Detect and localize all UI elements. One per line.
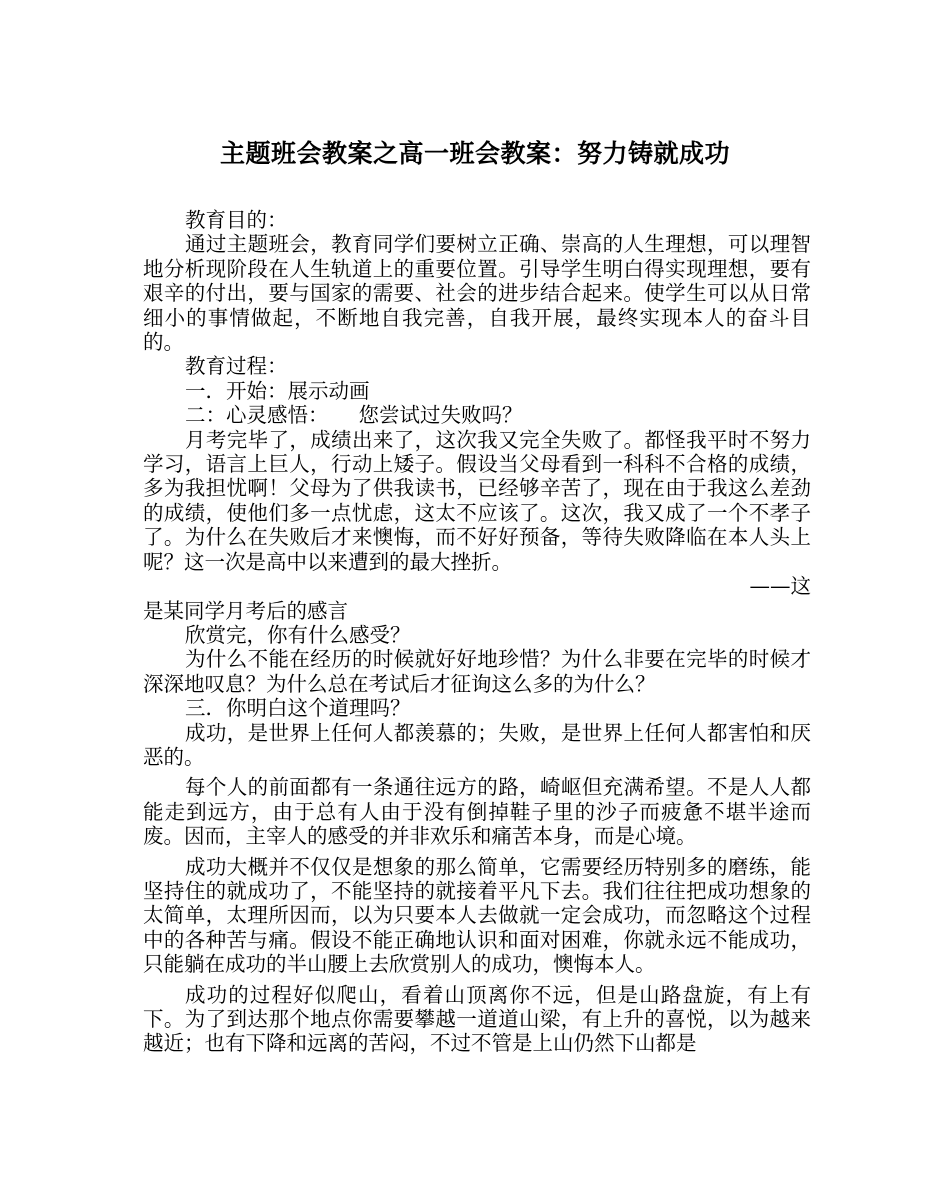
- step-three: 三．你明白这个道理吗？: [185, 696, 411, 721]
- step-two-label: 二：心灵感悟：: [185, 403, 329, 428]
- paragraph-student-reflection: 月考完毕了，成绩出来了，这次我又完全失败了。都怪我平时不努力学习，语言上巨人，行动上矮子。假设当父母看到一科科不合格的成绩，多为我担忧啊！父母为了供我读书，已经够辛苦了，现在由于我这么差劲的成绩，使他们多一点忧虑，这太不应该了。这次，我又成了一个不孝子了。为什么在失败后才来懊悔，而不好好预备，等待失败降临在本人头上呢？这一次是高中以来遭到的最大挫折。: [143, 427, 811, 574]
- paragraph-questions: 为什么不能在经历的时候就好好地珍惜？为什么非要在完毕的时候才深深地叹息？为什么总在考试后才征询这么多的为什么？: [143, 647, 811, 696]
- section-heading-objective: 教育目的：: [185, 208, 288, 232]
- document-title: 主题班会教案之高一班会教案：努力铸就成功: [219, 139, 730, 168]
- step-one: 一．开始：展示动画: [185, 378, 370, 403]
- paragraph-prompt: 欣赏完，你有什么感受？: [185, 622, 411, 647]
- paragraph-mountain: 成功的过程好似爬山，看着山顶离你不远，但是山路盘旋，有上有下。为了到达那个地点你需要攀越一道道山梁，有上升的喜悦，以为越来越近；也有下降和远离的苦闷，不过不管是上山仍然下山都是: [143, 982, 811, 1056]
- step-two: [143, 403, 811, 427]
- paragraph-perseverance: 成功大概并不仅仅是想象的那么简单，它需要经历特别多的磨练，能坚持住的就成功了，不能坚持的就接着平凡下去。我们往往把成功想象的太简单，太理所因而，以为只要本人去做就一定会成功，而忽略这个过程中的各种苦与痛。假设不能正确地认识和面对困难，你就永远不能成功，只能躺在成功的半山腰上去欣赏别人的成功，懊悔本人。: [143, 854, 811, 977]
- section-heading-process: 教育过程：: [185, 354, 288, 379]
- paragraph-success-failure: 成功，是世界上任何人都羡慕的；失败，是世界上任何人都害怕和厌恶的。: [143, 720, 811, 769]
- paragraph-road: 每个人的前面都有一条通往远方的路，崎岖但充满希望。不是人人都能走到远方，由于总有人由于没有倒掉鞋子里的沙子而疲惫不堪半途而废。因而，主宰人的感受的并非欢乐和痛苦本身，而是心境。: [143, 775, 811, 849]
- attribution-text: 是某同学月考后的感言: [143, 598, 348, 623]
- step-two-question: 您尝试过失败吗？: [358, 403, 523, 428]
- document-body: [143, 208, 811, 1056]
- paragraph-objective: 通过主题班会，教育同学们要树立正确、崇高的人生理想，可以理智地分析现阶段在人生轨道上的重要位置。引导学生明白得实现理想，要有艰辛的付出，要与国家的需要、社会的进步结合起来。使学生可以从日常细小的事情做起，不断地自我完善，自我开展，最终实现本人的奋斗目的。: [143, 232, 811, 355]
- attribution-dash: ——这: [749, 574, 811, 599]
